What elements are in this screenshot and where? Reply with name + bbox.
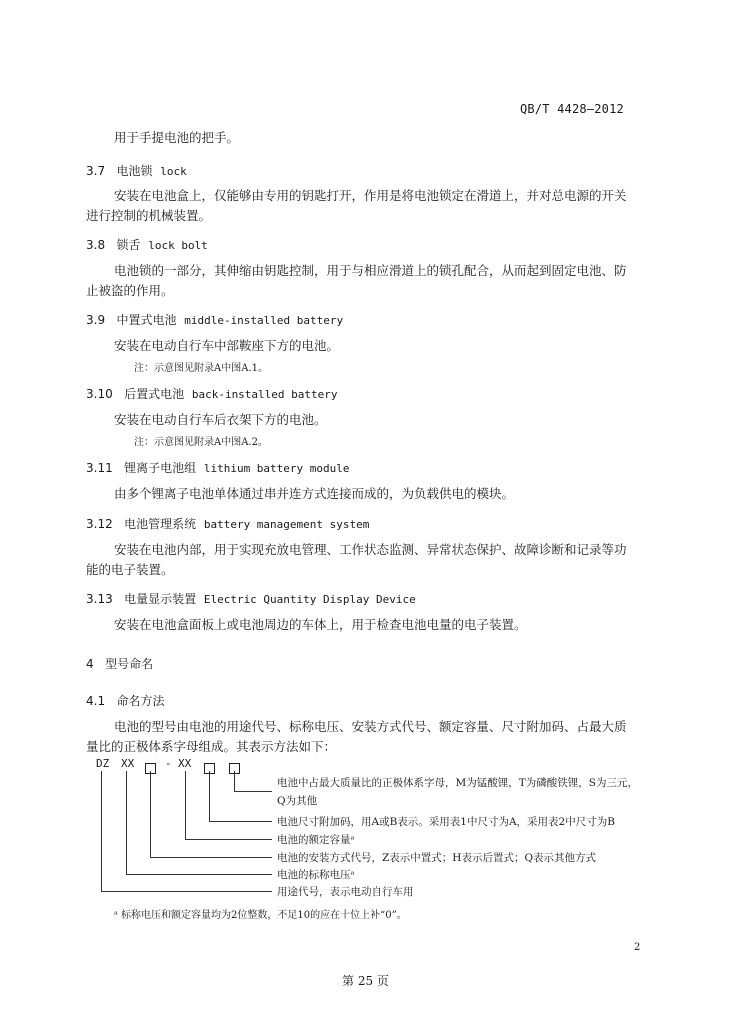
connector-line bbox=[209, 771, 210, 821]
section-3-11-body: 由多个锂离子电池单体通过串并连方式连接而成的，为负载供电的模块。 bbox=[114, 486, 515, 501]
code-capacity: XX bbox=[178, 757, 192, 770]
section-3-10-heading bbox=[86, 385, 338, 402]
label-usage-code: 用途代号，表示电动自行车用 bbox=[277, 886, 414, 898]
connector-line bbox=[101, 891, 272, 892]
section-3-13-heading bbox=[86, 590, 416, 607]
connector-line bbox=[101, 771, 102, 891]
standard-code: QB/T 4428—2012 bbox=[520, 102, 624, 116]
section-3-10-body: 安装在电动自行车后衣架下方的电池。 bbox=[114, 412, 327, 427]
section-title: 型号命名 bbox=[105, 657, 154, 671]
section-3-7-heading bbox=[86, 162, 187, 179]
section-number: 3.7 bbox=[86, 164, 106, 178]
section-3-8-body: 电池锁的一部分，其伸缩由钥匙控制，用于与相应滑道上的锁孔配合，从而起到固定电池、防止被盗的作用。 bbox=[86, 263, 627, 298]
section-number: 3.13 bbox=[86, 592, 113, 606]
code-voltage: XX bbox=[121, 757, 135, 770]
connector-line bbox=[185, 839, 272, 840]
term-cn: 锁舌 bbox=[116, 238, 141, 252]
label-voltage: 电池的标称电压ᵃ bbox=[277, 869, 355, 881]
section-4-1-heading bbox=[86, 692, 165, 709]
term-en: back-installed battery bbox=[191, 388, 338, 401]
connector-line bbox=[234, 771, 235, 791]
section-number: 3.8 bbox=[86, 238, 106, 252]
section-3-9-body: 安装在电动自行车中部鞍座下方的电池。 bbox=[114, 338, 340, 353]
page-number-small: 2 bbox=[634, 942, 641, 953]
section-3-11-heading bbox=[86, 459, 350, 476]
label-size-code: 电池尺寸附加码，用A或B表示。采用表1中尺寸为A，采用表2中尺寸为B bbox=[277, 816, 615, 828]
label-capacity: 电池的额定容量ᵃ bbox=[277, 834, 355, 846]
code-dz: DZ bbox=[96, 757, 110, 770]
section-3-9-note: 注：示意图见附录A中图A.1。 bbox=[134, 363, 268, 374]
diagram-footnote: ᵃ 标称电压和额定容量均为2位整数，不足10的应在十位上补“0”。 bbox=[114, 910, 407, 921]
section-3-7-body: 安装在电池盒上，仅能够由专用的钥匙打开，作用是将电池锁定在滑道上，并对总电源的开关进行控制的机械装置。 bbox=[86, 188, 627, 223]
connector-line bbox=[126, 874, 272, 875]
term-en: Electric Quantity Display Device bbox=[203, 593, 416, 606]
term-en: battery management system bbox=[203, 518, 370, 531]
term-en: lock bbox=[160, 165, 187, 178]
label-chemistry: 电池中占最大质量比的正极体系字母，M为锰酸锂，T为磷酸铁锂，S为三元， bbox=[277, 777, 638, 789]
term-cn: 中置式电池 bbox=[116, 313, 177, 327]
section-number: 4.1 bbox=[86, 694, 106, 708]
connector-line bbox=[234, 791, 272, 792]
section-3-9-heading bbox=[86, 311, 343, 328]
connector-line bbox=[150, 771, 151, 857]
term-en: middle-installed battery bbox=[184, 314, 344, 327]
section-number: 3.10 bbox=[86, 387, 113, 401]
section-number: 4 bbox=[86, 657, 94, 671]
connector-line bbox=[185, 771, 186, 839]
section-3-12-heading bbox=[86, 515, 369, 532]
term-en: lock bolt bbox=[148, 239, 208, 252]
connector-line bbox=[209, 821, 272, 822]
section-number: 3.9 bbox=[86, 313, 106, 327]
term-cn: 电量显示装置 bbox=[124, 592, 197, 606]
section-number: 3.12 bbox=[86, 517, 113, 531]
connector-line bbox=[150, 857, 272, 858]
section-3-13-body: 安装在电池盒面板上或电池周边的车体上，用于检查电池电量的电子装置。 bbox=[114, 617, 527, 632]
term-en: lithium battery module bbox=[203, 462, 350, 475]
section-number: 3.11 bbox=[86, 461, 113, 475]
section-title: 命名方法 bbox=[116, 694, 165, 708]
label-chemistry-cont: Q为其他 bbox=[277, 795, 318, 807]
label-install-type: 电池的安装方式代号，Z表示中置式；H表示后置式；Q表示其他方式 bbox=[277, 852, 597, 864]
term-cn: 电池锁 bbox=[116, 164, 153, 178]
page-footer-label: 第 25 页 bbox=[342, 974, 389, 988]
intro-paragraph: 用于手提电池的把手。 bbox=[114, 130, 240, 145]
section-3-8-heading bbox=[86, 236, 208, 253]
term-cn: 锂离子电池组 bbox=[124, 461, 197, 475]
term-cn: 电池管理系统 bbox=[124, 517, 197, 531]
section-4-heading bbox=[86, 655, 153, 672]
code-dash: - bbox=[165, 757, 172, 770]
section-4-1-body: 电池的型号由电池的用途代号、标称电压、安装方式代号、额定容量、尺寸附加码、占最大质量比的正极体系字母组成。其表示方法如下： bbox=[86, 719, 627, 754]
section-3-10-note: 注：示意图见附录A中图A.2。 bbox=[134, 437, 268, 448]
section-3-12-body: 安装在电池内部，用于实现充放电管理、工作状态监测、异常状态保护、故障诊断和记录等功能的电子装置。 bbox=[86, 542, 627, 577]
term-cn: 后置式电池 bbox=[124, 387, 185, 401]
connector-line bbox=[126, 771, 127, 874]
